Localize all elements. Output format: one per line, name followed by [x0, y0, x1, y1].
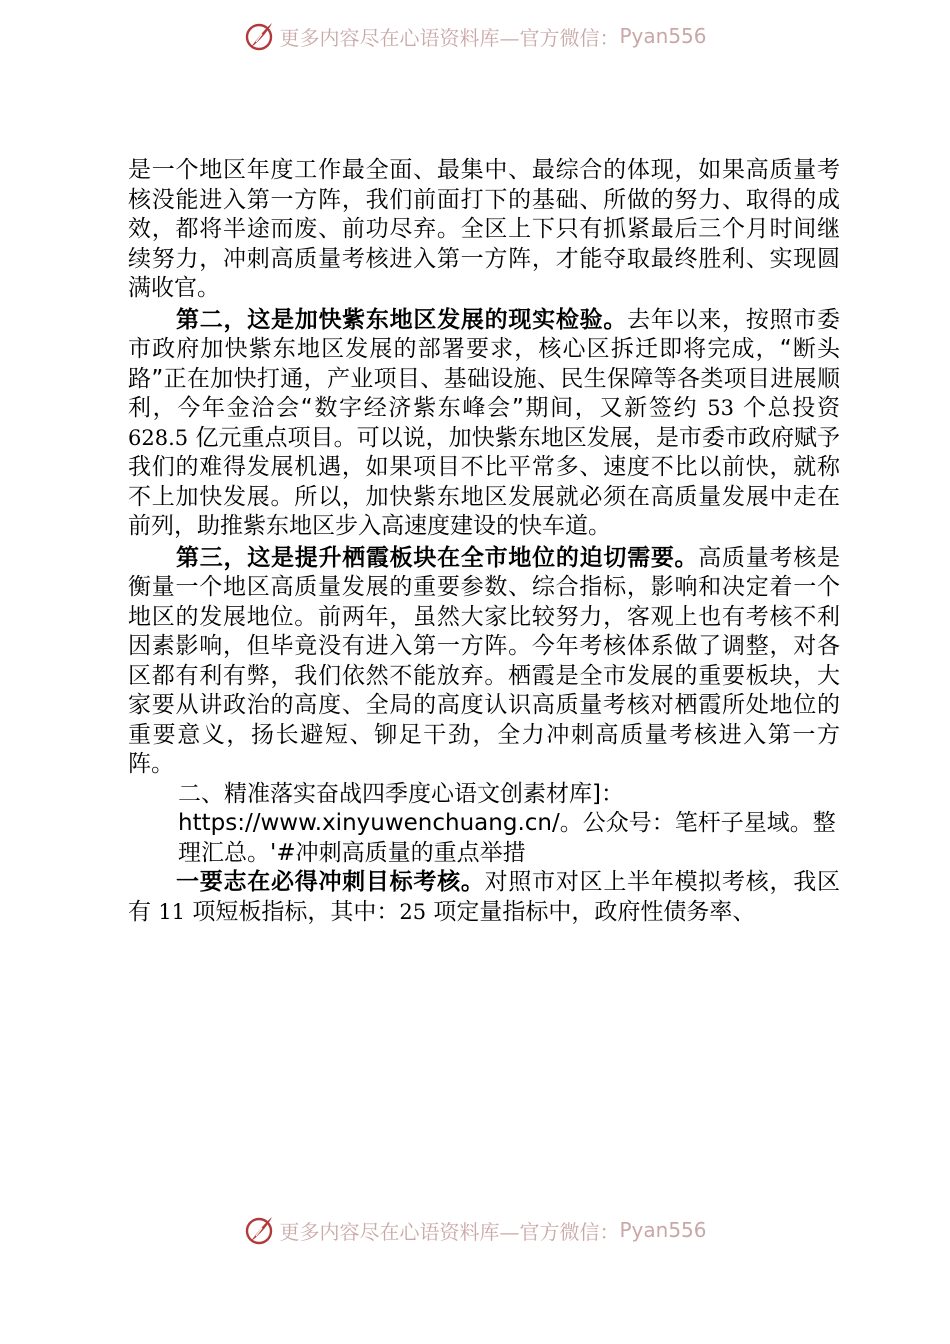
section-heading-two: 二、精准落实奋战四季度心语文创素材库]：https://www.xinyuwenchuang.cn/。公众号：笔杆子星域。整理汇总。'#冲刺高质量的重点举措: [178, 780, 836, 866]
paragraph-text: 亿元重点项目。可以说，加快紫东地区发展，是市委市政府赋予我们的难得发展机遇，如果项目不比平常多、速度不比以前快，就称不上加快发展。所以，加快紫东地区发展就必须在高质量发展中走在前列，助推紫东地区步入高速度建设的快车道。: [128, 424, 840, 539]
paragraph-third-point: [128, 544, 840, 780]
header-watermark-banner: [0, 16, 950, 56]
paragraph-text: 对照市对区上半年模拟考核，我区有: [128, 869, 841, 925]
footer-banner-text: 更多内容尽在心语资料库—官方微信：: [279, 1219, 620, 1244]
paragraph-text: 高质量考核是衡量一个地区高质量发展的重要参数、综合指标，影响和决定着一个地区的发展地位。前两年，虽然大家比较努力，客观上也有考核不利因素影响，但毕竟没有进入第一方阵。今年考核体系做了调整，对各区都有利有弊，我们依然不能放弃。栖霞是全市发展的重要板块，大家要从讲政治的高度、全局的高度认识高质量考核对栖霞所处地位的重要意义，扬长避短、铆足干劲，全力冲刺高质量考核进入第一方阵。: [128, 544, 841, 777]
header-banner-handle: Pyan556: [619, 24, 707, 48]
footer-watermark-banner: [0, 1210, 950, 1250]
number-quantitative-indicators: 25: [399, 899, 427, 924]
paragraph-lead-measure: 一要志在必得冲刺目标考核。: [176, 869, 485, 895]
number-total-investment: 628.5: [128, 425, 189, 450]
quill-logo-icon: [243, 20, 275, 52]
number-short-board-indicators: 11: [158, 899, 186, 924]
paragraph-text: 项定量指标中，政府性债务率、: [426, 898, 756, 925]
paragraph-text: 项短板指标，其中：: [185, 898, 400, 925]
footer-banner-handle: Pyan556: [619, 1218, 707, 1242]
paragraph-lead-third: 第三，这是提升栖霞板块在全市地位的迫切需要。: [176, 544, 699, 571]
paragraph-second-point: [128, 306, 840, 542]
paragraph-continuation: 是一个地区年度工作最全面、最集中、最综合的体现，如果高质量考核没能进入第一方阵，我们前面打下的基础、所做的努力、取得的成效，都将半途而废、前功尽弃。全区上下只有抓紧最后三个月时间继续努力，冲刺高质量考核进入第一方阵，才能夺取最终胜利、实现圆满收官。: [128, 157, 840, 301]
header-banner-text: 更多内容尽在心语资料库—官方微信：: [279, 25, 620, 50]
quill-logo-icon: [243, 1214, 275, 1246]
paragraph-lead-second: 第二，这是加快紫东地区发展的现实检验。: [176, 306, 628, 333]
paragraph-text: 去年以来，按照市委市政府加快紫东地区发展的部署要求，核心区拆迁即将完成，“断头路”正在加快打通，产业项目、基础设施、民生保障等各类项目进展顺利，今年金洽会“数字经济紫东峰会”期间，又新签约: [128, 306, 841, 421]
paragraph-first-measure: [128, 868, 840, 927]
paragraph-text: 个总投资: [733, 395, 840, 421]
number-signed-projects: 53: [707, 396, 734, 420]
document-body: [128, 156, 840, 927]
